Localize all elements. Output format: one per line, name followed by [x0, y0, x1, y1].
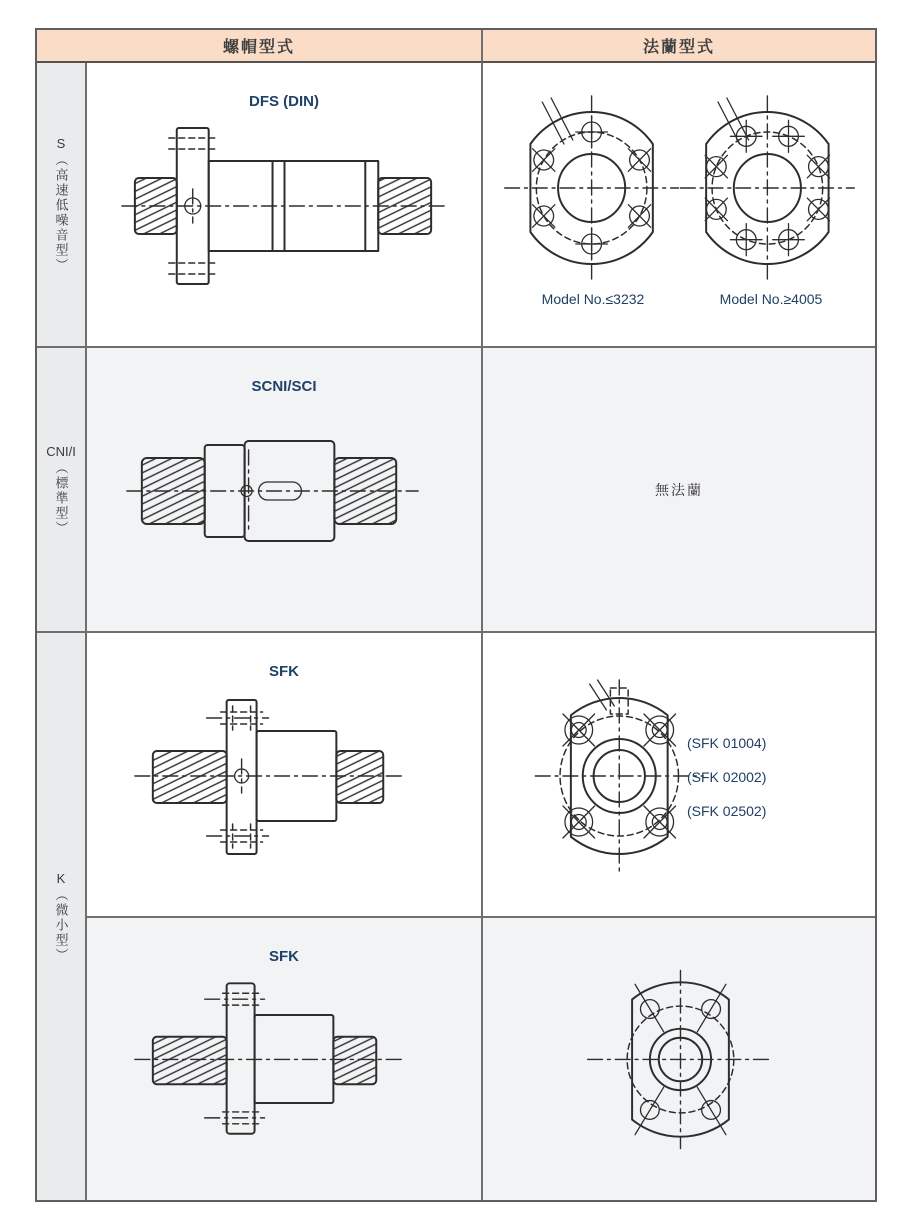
drawing-title-dfs: DFS (DIN)	[249, 93, 319, 110]
cell-no-flange	[483, 348, 875, 633]
header-flange-type-label: 法蘭型式	[642, 39, 715, 56]
row-label-k-cjk: （微小型）	[53, 887, 69, 963]
header-nut-type-label: 螺帽型式	[222, 39, 295, 56]
thread-right	[378, 178, 431, 234]
flange-4-hole-small	[588, 970, 774, 1148]
no-flange-note: 無法蘭	[655, 481, 703, 498]
sfk-caption-list	[687, 732, 766, 834]
dfs-din-side-view-drawing	[87, 63, 481, 346]
cell-sfk-flange-2	[483, 918, 875, 1200]
row-label-s	[37, 63, 87, 348]
cell-sfk-flange-1	[483, 633, 875, 918]
cell-dfs-flanges	[483, 63, 875, 348]
row-label-s-latin: S	[56, 136, 66, 151]
row-label-cni-latin: CNI/I	[46, 443, 76, 459]
caption-model-le-3232: Model No.≤3232	[541, 291, 645, 307]
row-label-s-cjk: （高速低噪音型）	[53, 153, 69, 273]
header-flange-type	[483, 30, 875, 63]
caption-sfk-01004: (SFK 01004)	[687, 735, 767, 751]
cell-scni-nut	[87, 348, 483, 633]
sfk-side-view-drawing-2	[87, 918, 481, 1200]
nut-flange-type-table	[35, 28, 877, 1202]
header-nut-type	[37, 30, 483, 63]
thread-left	[153, 1037, 227, 1084]
row-label-k	[37, 633, 87, 1200]
sfk-side-view-drawing-1	[87, 633, 481, 916]
thread-right	[334, 458, 396, 524]
flange-6-hole	[505, 96, 679, 280]
sfk-flange-front-view-drawing	[483, 633, 875, 916]
drawing-title-sfk-2: SFK	[269, 948, 299, 965]
row-label-cni	[37, 348, 87, 633]
sfk-small-flange-front-view-drawing	[483, 918, 875, 1200]
caption-sfk-02502: (SFK 02502)	[687, 803, 767, 819]
row-label-cni-cjk: （標準型）	[53, 460, 69, 536]
cell-dfs-nut	[87, 63, 483, 348]
thread-left	[153, 751, 227, 803]
caption-model-ge-4005: Model No.≥4005	[719, 291, 823, 307]
drawing-title-scni: SCNI/SCI	[251, 378, 317, 395]
thread-left	[135, 178, 177, 234]
scni-sci-side-view-drawing	[87, 348, 481, 631]
thread-left	[142, 458, 205, 524]
flange-8-hole	[680, 96, 854, 280]
thread-right	[333, 1037, 376, 1084]
cell-sfk-nut-1	[87, 633, 483, 918]
flange-4-hole-counterbored	[535, 680, 703, 872]
thread-right	[336, 751, 383, 803]
drawing-title-sfk-1: SFK	[269, 663, 299, 680]
row-label-k-latin: K	[56, 870, 66, 886]
caption-sfk-02002: (SFK 02002)	[687, 769, 767, 785]
cell-sfk-nut-2	[87, 918, 483, 1200]
